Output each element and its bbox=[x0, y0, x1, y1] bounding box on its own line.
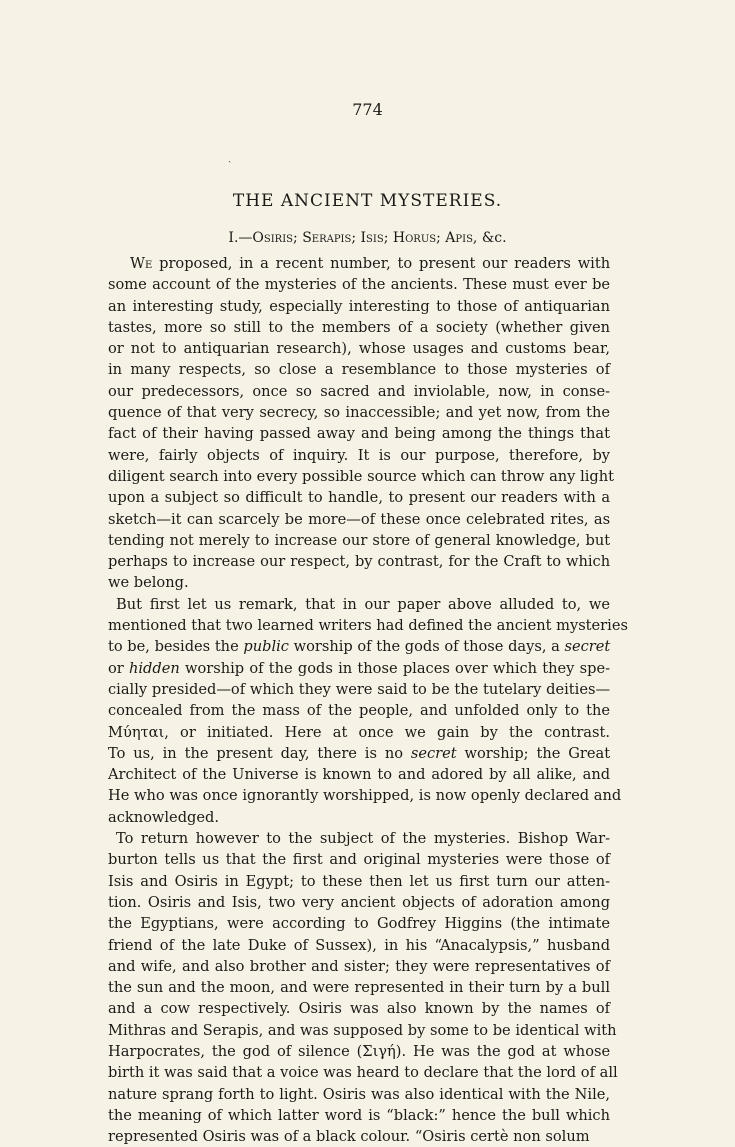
text-line: To return however to the subject of the mysteries. Bishop War- bbox=[116, 830, 611, 848]
subtitle-prefix: I.— bbox=[228, 230, 253, 246]
text-line: an interesting study, especially interesting to those of antiquarian bbox=[108, 297, 611, 315]
text-line: concealed from the mass of the people, and unfolded only to the bbox=[108, 702, 611, 720]
article-subtitle bbox=[0, 230, 735, 246]
text-line: upon a subject so difficult to handle, to present our readers with a bbox=[108, 489, 611, 507]
text-line: fact of their having passed away and being among the things that bbox=[108, 425, 610, 443]
text-line: burton tells us that the first and original mysteries were those of bbox=[108, 851, 611, 869]
text-line: tending not merely to increase our store of general knowledge, but bbox=[108, 531, 611, 549]
text-line: But first let us remark, that in our paper above alluded to, we bbox=[116, 595, 611, 613]
paragraph bbox=[108, 594, 628, 828]
text-line: Μύηται, or initiated. Here at once we gain by the contrast. bbox=[108, 723, 611, 741]
text-line: represented Osiris was of a black colour. “Osiris certè non solum bbox=[108, 1128, 590, 1146]
text-line: acknowledged. bbox=[108, 808, 219, 826]
text-line: we belong. bbox=[108, 574, 189, 592]
ink-speck: ˎ bbox=[228, 152, 232, 163]
text-line: the Egyptians, were according to Godfrey Higgins (the intimate bbox=[108, 915, 611, 933]
text-line: We proposed, in a recent number, to present our readers with bbox=[130, 255, 611, 272]
text-line: Mithras and Serapis, and was supposed by some to be identical with bbox=[108, 1021, 617, 1039]
subtitle-separator: ; bbox=[436, 230, 446, 246]
text-line: were, fairly objects of inquiry. It is our purpose, therefore, by bbox=[108, 446, 611, 464]
subtitle-name: Osiris bbox=[252, 230, 294, 246]
subtitle-separator: ; bbox=[351, 230, 361, 246]
subtitle-name: Isis bbox=[360, 230, 384, 246]
paragraph bbox=[108, 828, 618, 1147]
subtitle-separator: ; bbox=[383, 230, 393, 246]
text-line: diligent search into every possible source which can throw any light bbox=[108, 467, 615, 485]
text-line: birth it was said that a voice was heard to declare that the lord of all bbox=[108, 1064, 618, 1082]
text-line: Harpocrates, the god of silence (Σιγή). He was the god at whose bbox=[108, 1042, 611, 1060]
text-line: Architect of the Universe is known to and adored by all alike, and bbox=[108, 766, 611, 784]
subtitle-name: Apis bbox=[445, 230, 473, 246]
text-line: Isis and Osiris in Egypt; to these then let us first turn our atten- bbox=[108, 872, 611, 890]
article-title: THE ANCIENT MYSTERIES. bbox=[232, 191, 503, 211]
text-line: and a cow respectively. Osiris was also known by the names of bbox=[108, 1000, 611, 1018]
text-line: to be, besides the public worship of the gods of those days, a secret bbox=[108, 638, 611, 656]
text-line: some account of the mysteries of the ancients. These must ever be bbox=[108, 276, 611, 294]
text-line: sketch—it can scarcely be more—of these once celebrated rites, as bbox=[108, 510, 611, 528]
text-line: perhaps to increase our respect, by contrast, for the Craft to which bbox=[108, 553, 611, 571]
text-line: quence of that very secrecy, so inaccessible; and yet now, from the bbox=[108, 404, 611, 422]
text-line: tastes, more so still to the members of a society (whether given bbox=[108, 318, 611, 336]
subtitle-separator: ; bbox=[293, 230, 303, 246]
text-line: the sun and the moon, and were represented in their turn by a bull bbox=[108, 979, 610, 997]
text-line: the meaning of which latter word is “black:” hence the bull which bbox=[108, 1106, 610, 1124]
text-line: mentioned that two learned writers had defined the ancient mysteries bbox=[108, 617, 628, 635]
paragraph bbox=[108, 253, 615, 594]
page-number: 774 bbox=[352, 100, 383, 119]
subtitle-name: Serapis bbox=[302, 230, 352, 246]
text-line: friend of the late Duke of Sussex), in his “Anacalypsis,” husband bbox=[108, 936, 611, 954]
article-body bbox=[108, 253, 628, 1147]
text-line: nature sprang forth to light. Osiris was also identical with the Nile, bbox=[108, 1085, 611, 1103]
text-line: our predecessors, once so sacred and inviolable, now, in conse- bbox=[108, 382, 611, 400]
text-line: To us, in the present day, there is no secret worship; the Great bbox=[108, 744, 611, 762]
text-line: tion. Osiris and Isis, two very ancient objects of adoration among bbox=[108, 893, 611, 911]
subtitle-name: Horus bbox=[392, 230, 437, 246]
subtitle-suffix: , &c. bbox=[472, 230, 507, 246]
text-line: in many respects, so close a resemblance to those mysteries of bbox=[108, 361, 610, 379]
text-line: or not to antiquarian research), whose usages and customs bear, bbox=[108, 340, 610, 358]
text-line: He who was once ignorantly worshipped, is now openly declared and bbox=[108, 787, 622, 805]
text-line: or hidden worship of the gods in those places over which they spe- bbox=[108, 659, 611, 677]
text-line: cially presided—of which they were said to be the tutelary deities— bbox=[108, 680, 611, 698]
text-line: and wife, and also brother and sister; they were representatives of bbox=[108, 957, 610, 975]
